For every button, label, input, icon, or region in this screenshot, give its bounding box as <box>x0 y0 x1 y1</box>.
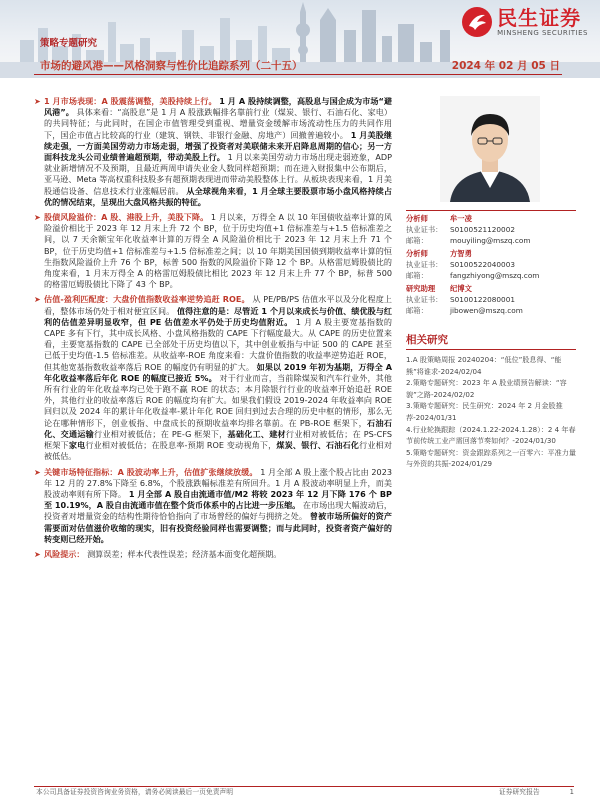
related-research-item[interactable]: 5.策略专题研究：资金跟踪系列之一百零六：平准力量与外资的共振-2024/01/29 <box>406 447 576 469</box>
analyst-photo <box>440 96 540 202</box>
summary-paragraph-risk-premium <box>34 212 392 290</box>
related-research-item[interactable]: 4.行业轮换跟踪（2024.1.22-2024.1.28）：2 4 年春节前传统工业产需回落节奏如何？-2024/01/30 <box>406 424 576 446</box>
assistant-role: 研究助理 <box>406 284 436 293</box>
summary-paragraph-valuation <box>34 294 392 462</box>
bold-text: 1 月全部 A 股自由流通市值/M2 将较 2023 年 12 月下降 176 个 BP 至 10.19%，A 股自由流通市值在整个货币体系中的占比进一步压缩。 <box>44 488 392 511</box>
highlight-text: 1 月市场表现：A 股震荡调整，美股持续上行。 <box>44 96 217 106</box>
analyst-name: 方智勇 <box>450 249 472 258</box>
highlight-text: 估值-盈利匹配度：大盘价值指数收益率逆势追赶 ROE。 <box>44 294 250 305</box>
body-text: 1 月以来美国劳动力市场出现走弱迹象，ADP 就业新增情况不及预期，且最近两周申请失业金人数同样超预期；而在进入财报集中公布期后，亚马逊、Meta 等高权重科技股多有超预期表现进而带动美股整体上行。从板块表现来看，1 月美股通信设备、信息技术行业涨幅居前。 <box>44 152 392 196</box>
report-title: 市场的避风港——风格洞察与性价比追踪系列（二十五） <box>40 59 303 72</box>
assistant-card <box>406 283 576 316</box>
report-category: 策略专题研究 <box>40 38 98 49</box>
bold-text: 基础化工、建材 <box>227 428 286 439</box>
highlight-text: 关键市场特征指标：A 股波动率上升，估值扩张继续放缓。 <box>44 466 258 477</box>
document-type: 证券研究报告 <box>498 788 540 796</box>
bold-text: 家电 <box>68 440 86 451</box>
bold-text: 值得注意的是：尽管近 1 个月以来成长与价值、绩优股与红利的估值差异明显收窄，但 PE 估值差水平仍处于历史均值附近。 <box>44 305 392 327</box>
analyst-name: 牟一凌 <box>450 214 472 223</box>
analyst-card <box>406 213 576 246</box>
email-label: 邮箱： <box>406 306 428 315</box>
analyst-role: 分析师 <box>406 249 428 258</box>
body-text: 对于行业而言，当前除煤炭和汽车行业外，其他所有行业的年化收益率均已处于跑不赢 ROE 的状态；本月除银行行业的收益率开始追赶 ROE 外，其他行业的收益率落后 ROE 的幅度均有扩大。如果我们假设 2019-2024 年收益率向 ROE 回归以及 2024 年的累计年化收益率-累计年化 ROE 回归到过去合理的历史中枢的情形，那么无论在哪种情形下，创业板指、中盘成长的预期收益率均排名靠前。在 PB-ROE 框架下， <box>44 372 392 428</box>
analyst-list <box>406 210 576 316</box>
bold-text: 曾被市场所偏好的资产需要面对估值滋价收缩的现实，旧有投资经验同样也需要调整；而与此同时，投资者资产偏好的转变则已经开始。 <box>44 511 392 544</box>
related-research-list <box>406 354 576 470</box>
minsheng-logo <box>461 6 588 38</box>
related-research-item[interactable]: 1.A 股策略周报 20240204：“低位”股息得、“能熊”将谁求-2024/02/04 <box>406 355 562 376</box>
related-research-heading: 相关研究 <box>406 332 576 350</box>
analyst-role: 分析师 <box>406 214 428 223</box>
body-text: 测算误差；样本代表性误差；经济基本面变化超预期。 <box>87 548 282 559</box>
title-bar <box>34 56 562 75</box>
cert-label: 执业证书： <box>406 260 443 269</box>
page-footer <box>34 786 574 798</box>
body-text: 从 PE/PB/PS 估值水平以及分化程度上看，整体市场仍处于相对便宜区间。 <box>44 294 393 316</box>
summary-paragraph-risk-warning <box>34 549 392 560</box>
analyst-email[interactable]: mouyiling@mszq.com <box>450 236 531 245</box>
report-header <box>0 0 600 78</box>
email-label: 邮箱： <box>406 236 428 245</box>
body-text: 行业相对被低估；在 PS-CFS 框架下 <box>44 428 392 451</box>
body-text: 行业相对被低估；在股息率-预期 ROE 变动视角下， <box>85 440 277 451</box>
body-text: 具体来看：“高股息”是 1 月 A 股涨跌幅排名靠前行业（煤炭、银行、石油石化、家电）的共同特征；与此同时，在国企市值管理受到重视、增量资金缓解市场流动性压力的共同作用下，国企市值占比较高的行业（建筑、钢铁、非银行金融、房地产）回撤普遍较小。 <box>44 107 393 140</box>
arrow-bullet-icon: ➤ <box>34 97 41 106</box>
highlight-text: 股债风险溢价：A 股、港股上升，美股下降。 <box>44 212 209 223</box>
page-number: 1 <box>569 788 574 796</box>
assistant-name: 纪博文 <box>450 284 472 293</box>
summary-paragraph-market-performance <box>34 96 392 208</box>
report-date: 2024 年 02 月 05 日 <box>451 59 560 72</box>
bold-text: 从全球视角来看，1 月全球主要股票市场小盘风格持续占优的情况结束，呈现出大盘风格共振的特征。 <box>44 185 392 207</box>
summary-paragraph-market-indicators <box>34 467 392 545</box>
disclaimer-note: 本公司具备证券投资咨询业务资格，请务必阅读最后一页免责声明 <box>36 788 234 796</box>
arrow-bullet-icon: ➤ <box>34 467 41 477</box>
assistant-email[interactable]: jibowen@mszq.com <box>450 306 523 315</box>
cert-number: S0100521120002 <box>450 225 515 234</box>
bold-text: 煤炭、银行、石油石化 <box>276 440 360 451</box>
bold-text: 1 月 A 股持续调整，高股息与国企成为市场“避风港”。 <box>44 96 392 118</box>
cert-label: 执业证书： <box>406 225 443 234</box>
cert-label: 执业证书： <box>406 295 443 304</box>
related-research-item[interactable]: 3.策略专题研究：民生研究：2024 年 2 月金股推荐-2024/01/31 <box>406 401 563 422</box>
related-research-item[interactable]: 2.策略专题研究：2023 年 A 股业绩预告解读：“容貌”之路-2024/02/02 <box>406 378 567 399</box>
bold-text: 如果以 2019 年初为基期，万得全 A 年化收益率落后年化 ROE 的幅度已接近 5%。 <box>44 361 392 383</box>
analyst-portrait-icon <box>440 96 540 202</box>
analyst-card <box>406 248 576 281</box>
sidebar <box>406 96 576 470</box>
highlight-text: 风险提示： <box>44 548 85 559</box>
logo-chinese-name: 民生证券 <box>497 5 582 30</box>
logo-english-name: MINSHENG SECURITIES <box>497 28 588 37</box>
cert-number: S0100522040003 <box>450 260 515 269</box>
body-text: 1 月 A 股主要宽基指数的 CAPE 多有下行，其中成长风格、小盘风格指数的 CAPE 下行幅度最大。从 CAPE 的历史位置来看，主要宽基指数的 CAPE 已全部处于历史均值以下，其中创业板指与中证 500 的 CAPE 甚至已低于史均值-1.5 倍标准差。从收益率-ROE 角度来看：大盘价值指数的收益率逆势追赶 ROE，但其他宽基指数收益率落后 ROE 的幅度仍有明显的扩大。 <box>44 316 393 372</box>
minsheng-logo-icon <box>461 6 493 38</box>
body-text: 行业相对被低估；在 PE-G 框架下， <box>94 428 228 439</box>
bold-text: 1 月美股继续走强，一方面美国劳动力市场走弱，增强了投资者对美联储未来开启降息周期的信心；另一方面科技龙头公司业绩普遍超预期，带动美股上行。 <box>44 129 392 163</box>
arrow-bullet-icon: ➤ <box>34 549 41 559</box>
body-text: 1 月全部 A 股上涨个股占比由 2023 年 12 月的 27.8%下降至 6.8%，个股涨跌幅标准差有所回升。1 月 A 股波动率明显上升，而美股波动率则有所下降。 <box>44 466 393 499</box>
bold-text: 石油石化、交通运输 <box>44 417 392 439</box>
arrow-bullet-icon: ➤ <box>34 295 41 305</box>
body-text: 1 月以来，万得全 A 以 10 年国债收益率计算的风险溢价相比于 2023 年 12 月末上升 72 个 BP，位于历史均值+1 倍标准差与+1.5 倍标准差之间，以 7 天余额宝年化收益率计算的万得全 A 风险溢价相比于 2023 年 12 月末上升 71 个 BP，位于历史均值+1 倍标准差与+1.5 倍标准差之间；以 10 年期美国国债到期收益率计算的恒生指数风险溢价上升 76 个 BP，标普 500 指数的风险溢价下降 12 个 BP。从格雷厄姆股债比的角度来看，1 月末万得全 A 的格雷厄姆股债比相比 2023 年 12 月末上升 77 个 BP，标普 500 的格雷厄姆股债比下降了 43 个 BP。 <box>44 212 392 290</box>
cert-number: S0100122080001 <box>450 295 515 304</box>
analyst-email[interactable]: fangzhiyong@mszq.com <box>450 271 540 280</box>
report-summary <box>34 96 392 564</box>
arrow-bullet-icon: ➤ <box>34 213 41 223</box>
body-text: 在市场出现大幅波动后，投资者对增量资金的结构性期待恰恰指向了市场曾经的偏好与拥挤之处。 <box>44 500 392 522</box>
body-text: 行业相对被低估。 <box>44 440 392 462</box>
email-label: 邮箱： <box>406 271 428 280</box>
